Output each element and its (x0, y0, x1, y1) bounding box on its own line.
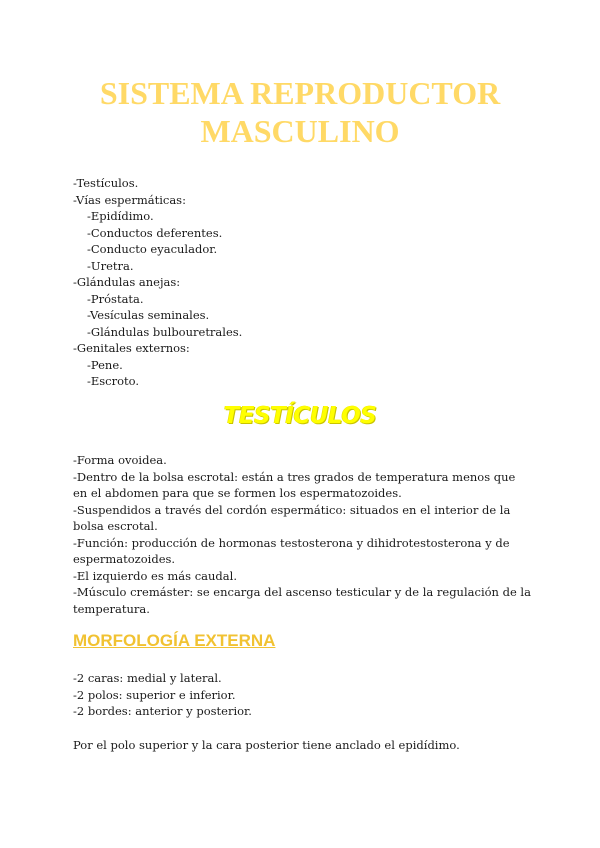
subheading-morfologia-externa: MORFOLOGÍA EXTERNA (73, 631, 276, 650)
section-paragraph: -Dentro de la bolsa escrotal: están a tres grados de temperatura menos que en el abdomen para que se formen los espermatozoides. (73, 469, 516, 500)
page-title (0, 74, 600, 150)
outline-item: -Glándulas anejas: (73, 275, 181, 289)
outline-subitem: -Epidídimo. (87, 209, 154, 223)
section-paragraph: -Suspendidos a través del cordón espermático: situados en el interior de la bolsa escrotal. (73, 502, 511, 533)
outline-item: -Genitales externos: (73, 341, 190, 355)
outline-subitem: -Pene. (87, 357, 123, 372)
morphology-item: -2 caras: medial y lateral. (73, 671, 222, 685)
section-paragraph: -El izquierdo es más caudal. (73, 568, 237, 583)
closing-paragraph: Por el polo superior y la cara posterior tiene anclado el epidídimo. (73, 738, 460, 752)
outline-subitem: -Uretra. (87, 258, 134, 273)
section-body (73, 452, 533, 617)
morphology-list (73, 670, 252, 720)
outline-item: -Vías espermáticas: (73, 192, 186, 207)
outline-subitem: -Escroto. (87, 374, 140, 388)
outline-list (73, 175, 242, 390)
section-paragraph: -Función: producción de hormonas testosterona y dihidrotestosterona y de espermatozoides. (73, 535, 510, 566)
outline-item: -Testículos. (73, 176, 139, 190)
page-title-line-1: SISTEMA REPRODUCTOR (99, 75, 501, 111)
page-title-line-2: MASCULINO (200, 113, 400, 149)
section-paragraph: -Músculo cremáster: se encarga del ascenso testicular y de la regulación de la temperatura. (73, 585, 531, 616)
section-title-testiculos: TESTÍCULOS (223, 403, 377, 429)
morphology-item: -2 bordes: anterior y posterior. (73, 704, 252, 718)
section-paragraph: -Forma ovoidea. (73, 453, 167, 467)
outline-subitem: -Conducto eyaculador. (87, 242, 218, 256)
outline-subitem: -Vesículas seminales. (87, 308, 210, 322)
outline-subitem: -Glándulas bulbouretrales. (87, 324, 243, 339)
outline-subitem: -Conductos deferentes. (87, 225, 223, 240)
outline-subitem: -Próstata. (87, 291, 144, 306)
morphology-item: -2 polos: superior e inferior. (73, 687, 236, 702)
